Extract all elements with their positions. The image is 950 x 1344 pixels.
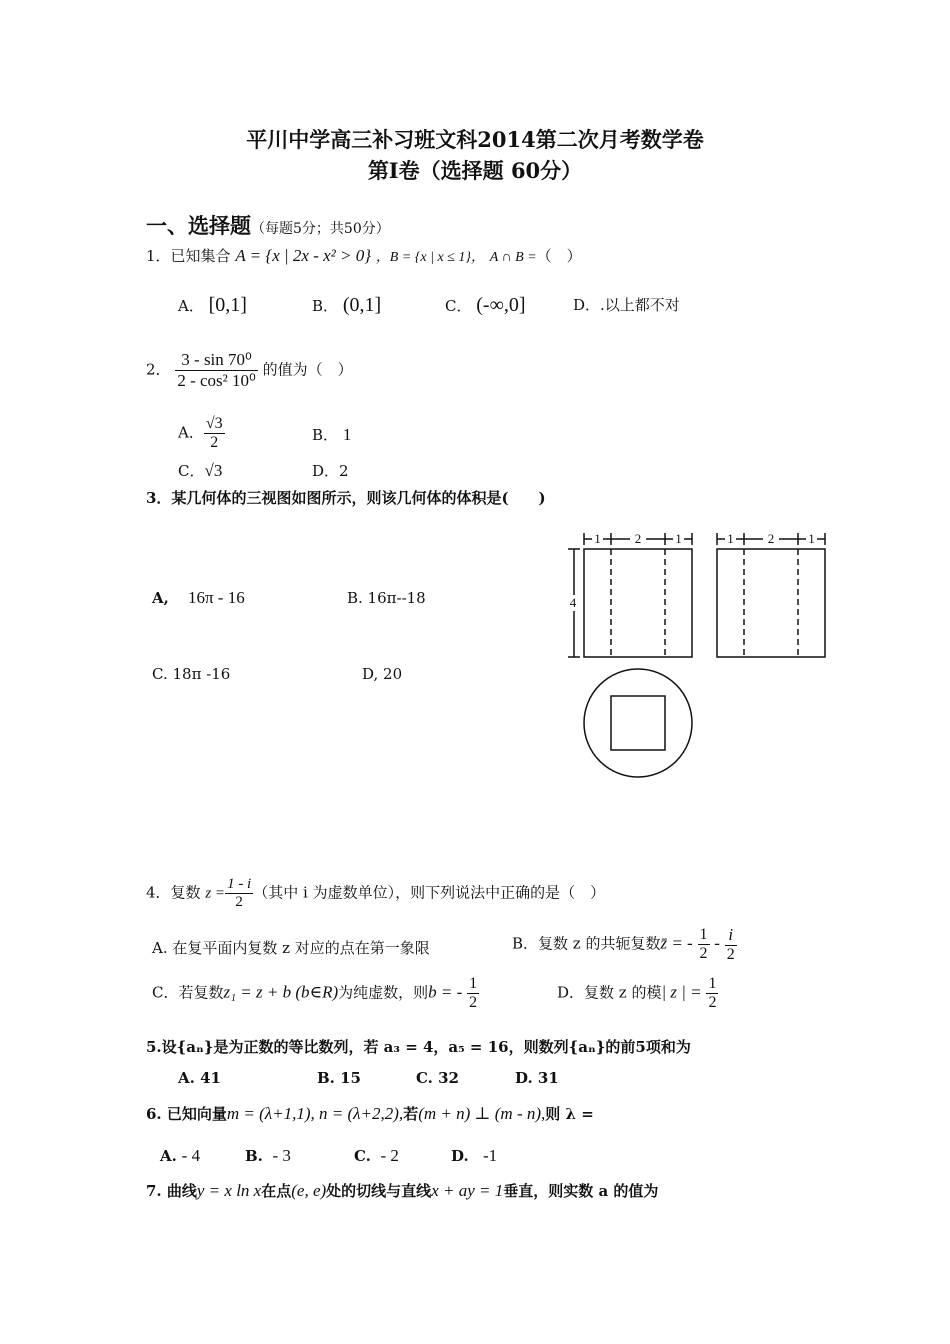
q1-option-b: B． (0,1]	[312, 294, 382, 316]
q5-option-c: C. 32	[416, 1069, 459, 1087]
q5-option-a: A. 41	[178, 1069, 221, 1087]
question-5-stem: 5.设{aₙ}是为正数的等比数列，若 a₃ = 4，a₅ = 16，则数列{aₙ}的前5项和为	[146, 1038, 691, 1056]
exam-title: 平川中学高三补习班文科2014第二次月考数学卷	[246, 127, 704, 152]
exam-subtitle: 第Ⅰ卷（选择题 60分）	[367, 158, 583, 183]
q3-option-d: D, 20	[362, 665, 403, 683]
question-number: 2．	[146, 360, 171, 379]
question-4-stem: 4．复数 z = $\frac{1 - i}{2}$ （其中 i 为虚数单位），则下列说法中正确的是（ ）	[146, 876, 606, 910]
question-2-stem	[146, 350, 353, 391]
top-view-circle	[584, 669, 692, 777]
front-view-rect	[584, 549, 692, 657]
section-note: （每题5分；共50分）	[251, 221, 390, 237]
dim-label: 1	[808, 531, 815, 546]
q5-option-b: B. 15	[317, 1069, 361, 1087]
three-view-figure	[560, 525, 835, 790]
question-6-stem: 6. 已知向量m = (λ+1,1), n = (λ+2,2),若(m + n) ⊥ (m - n),则 λ =	[146, 1104, 594, 1123]
q4-option-d: D．复数 z 的模| z | = $\frac{1}{2}$	[557, 975, 717, 1011]
q3-option-b: B. 16π--18	[347, 589, 426, 607]
q2-fraction: $\frac{\text{3 - sin 70⁰}}{\text{2 - cos² 10⁰}}$	[177, 350, 256, 390]
question-text: 的值为（ ）	[262, 360, 353, 379]
q3-option-c: C. 18π -16	[152, 665, 231, 683]
q4-option-b: B．复数 z 的共轭复数z̄ = - $\frac{1}{2}$ - $\frac{i}{2}$	[512, 925, 735, 963]
q2-option-b: B． 1	[312, 425, 352, 444]
q1-option-d: D．.以上都不对	[573, 296, 680, 314]
q1-option-a: A． [0,1]	[178, 294, 247, 316]
top-view-square	[611, 696, 665, 750]
question-3-stem: 3．某几何体的三视图如图所示，则该几何体的体积是( )	[146, 489, 546, 507]
dim-label: 2	[634, 531, 642, 546]
dim-label: 1	[675, 531, 682, 546]
dim-label: 1	[594, 531, 601, 546]
question-number: 1．	[146, 247, 171, 265]
question-1-stem	[146, 245, 582, 266]
set-b-expression: ，B = {x | x ≤ 1}，	[375, 250, 485, 265]
dim-label: 4	[569, 595, 577, 610]
set-a-expression: A = {x | 2x - x² > 0}	[235, 246, 372, 265]
section-title: 一、选择题	[146, 213, 251, 238]
dim-label: 1	[727, 531, 734, 546]
q4-option-a: A. 在复平面内复数 z 对应的点在第一象限	[152, 939, 430, 957]
question-7-stem: 7. 曲线y = x ln x在点(e, e)处的切线与直线x + ay = 1垂直，则实数 a 的值为	[146, 1181, 659, 1200]
q6-option-b: B. - 3	[245, 1146, 291, 1165]
q6-option-c: C. - 2	[354, 1146, 399, 1165]
intersection-expression: A ∩ B =	[489, 250, 537, 265]
question-text: 已知集合	[170, 247, 231, 265]
q6-option-d: D. -1	[451, 1146, 498, 1165]
q2-option-a: A． $\frac{√3}{2}$	[178, 415, 223, 451]
q3-option-a: A, 16π - 16	[152, 588, 245, 607]
q2-option-d: D．2	[312, 462, 349, 480]
q4-option-c: C．若复数z₁ = z + b (b∈R)为纯虚数，则b = - $\frac{1}{2}$	[152, 975, 478, 1011]
side-view-rect	[717, 549, 825, 657]
q1-option-c: C． (-∞,0]	[445, 294, 526, 316]
section-heading	[146, 210, 390, 240]
q5-option-d: D. 31	[515, 1069, 559, 1087]
dim-label: 2	[767, 531, 775, 546]
q6-option-a: A. - 4	[160, 1146, 201, 1165]
answer-blank: （ ）	[536, 247, 582, 265]
q2-option-c: C．√3	[178, 461, 223, 480]
